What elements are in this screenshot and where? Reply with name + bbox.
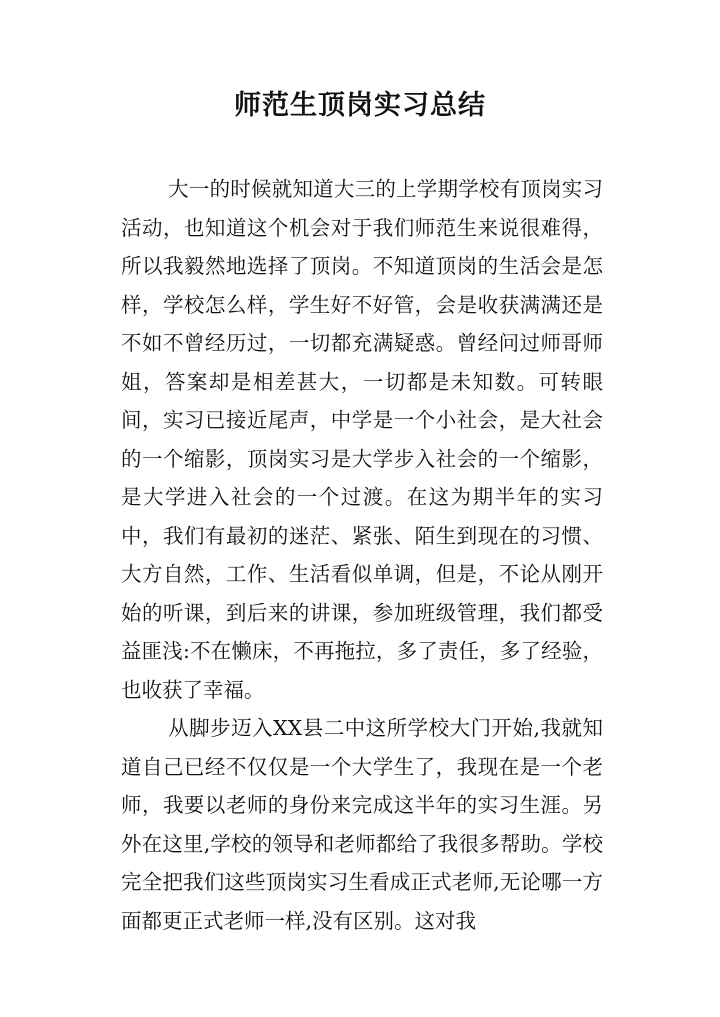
paragraph-2: 从脚步迈入XX县二中这所学校大门开始,我就知道自己已经不仅仅是一个大学生了，我现在是一个老师，我要以老师的身份来完成这半年的实习生涯。另外在这里,学校的领导和老师都给了我很多帮助。学校完全把我们这些顶岗实习生看成正式老师,无论哪一方面都更正式老师一样,没有区别。这对我 [121, 716, 603, 933]
paragraph-1: 大一的时候就知道大三的上学期学校有顶岗实习活动，也知道这个机会对于我们师范生来说很难得，所以我毅然地选择了顶岗。不知道顶岗的生活会是怎样，学校怎么样，学生好不好管，会是收获满满还是不如不曾经历过，一切都充满疑惑。曾经问过师哥师姐，答案却是相差甚大，一切都是未知数。可转眼间，实习已接近尾声，中学是一个小社会，是大社会的一个缩影，顶岗实习是大学步入社会的一个缩影，是大学进入社会的一个过渡。在这为期半年的实习中，我们有最初的迷茫、紧张、陌生到现在的习惯、大方自然，工作、生活看似单调，但是，不论从刚开始的听课，到后来的讲课，参加班级管理，我们都受益匪浅:不在懒床，不再拖拉，多了责任，多了经验，也收获了幸福。 [121, 177, 603, 702]
document-body [121, 170, 603, 940]
document-title: 师范生顶岗实习总结 [234, 90, 486, 121]
